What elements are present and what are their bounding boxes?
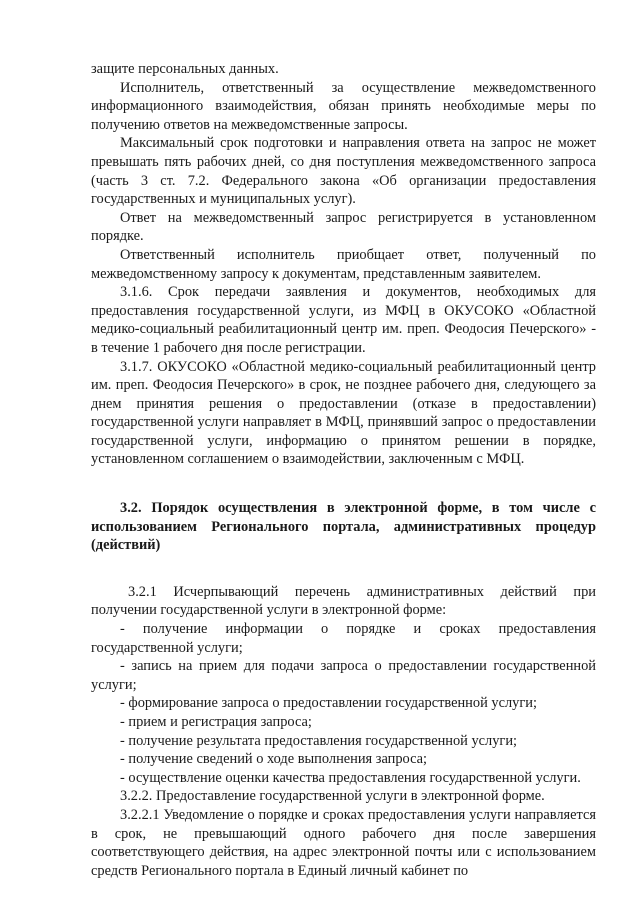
paragraph: Ответственный исполнитель приобщает ответ, полученный по межведомственному запросу к документам, представленным заявителем.	[91, 246, 596, 282]
list-item: - формирование запроса о предоставлении государственной услуги;	[120, 695, 537, 712]
list-item: - прием и регистрация запроса;	[120, 714, 312, 730]
paragraph-3-1-6: 3.1.6. Срок передачи заявления и документов, необходимых для предоставления государственной услуги, из МФЦ в ОКУСОКО «Областной медико-социальный реабилитационный центр им. преп. Феодосия Печерского» - в течение 1 рабочего дня после регистрации.	[91, 284, 596, 356]
paragraph-3-2-2: 3.2.2. Предоставление государственной услуги в электронной форме.	[120, 788, 545, 805]
paragraph: Максимальный срок подготовки и направления ответа на запрос не может превышать пять рабочих дней, со дня поступления межведомственного запроса (часть 3 ст. 7.2. Федерального закона «Об организации предоставления государственных и муниципальных услуг).	[91, 135, 596, 208]
paragraph-3-1-7: 3.1.7. ОКУСОКО «Областной медико-социальный реабилитационный центр им. преп. Феодосия Печерского» в срок, не позднее рабочего дня, следующего за днем принятия решения о предоставлении (отказе в предоставлении) государственной услуги направляет в МФЦ, принявший запрос о предоставлении государственной услуги, информацию о принятом решении в порядке, установленном соглашением о взаимодействии, заключенным с МФЦ.	[91, 358, 596, 468]
list-item: - получение сведений о ходе выполнения запроса;	[120, 751, 428, 768]
paragraph: Исполнитель, ответственный за осуществление межведомственного информационного взаимодействия, обязан принять необходимые меры по получению ответов на межведомственные запросы.	[91, 79, 596, 133]
paragraph-continuation: защите персональных данных.	[91, 61, 279, 77]
paragraph-3-2-2-1: 3.2.2.1 Уведомление о порядке и сроках предоставления услуги направляется в срок, не превышающий одного рабочего дня после завершения соответствующего действия, на адрес электронной почты или с использованием средств Регионального портала в Единый личный кабинет по	[91, 806, 596, 879]
list-item: - получение результата предоставления государственной услуги;	[120, 732, 518, 749]
paragraph: Ответ на межведомственный запрос регистрируется в установленном порядке.	[91, 209, 596, 245]
list-item: - осуществление оценки качества предоставления государственной услуги.	[120, 769, 581, 786]
section-heading: 3.2. Порядок осуществления в электронной форме, в том числе с использованием Регионального портала, административных процедур (действий)	[91, 500, 596, 554]
list-item: - запись на прием для подачи запроса о предоставлении государственной услуги;	[91, 658, 596, 693]
paragraph-3-2-1: 3.2.1 Исчерпывающий перечень административных действий при получении государственной услуги в электронной форме:	[91, 583, 596, 619]
document-body	[91, 60, 596, 880]
list-item: - получение информации о порядке и сроках предоставления государственной услуги;	[91, 621, 596, 656]
